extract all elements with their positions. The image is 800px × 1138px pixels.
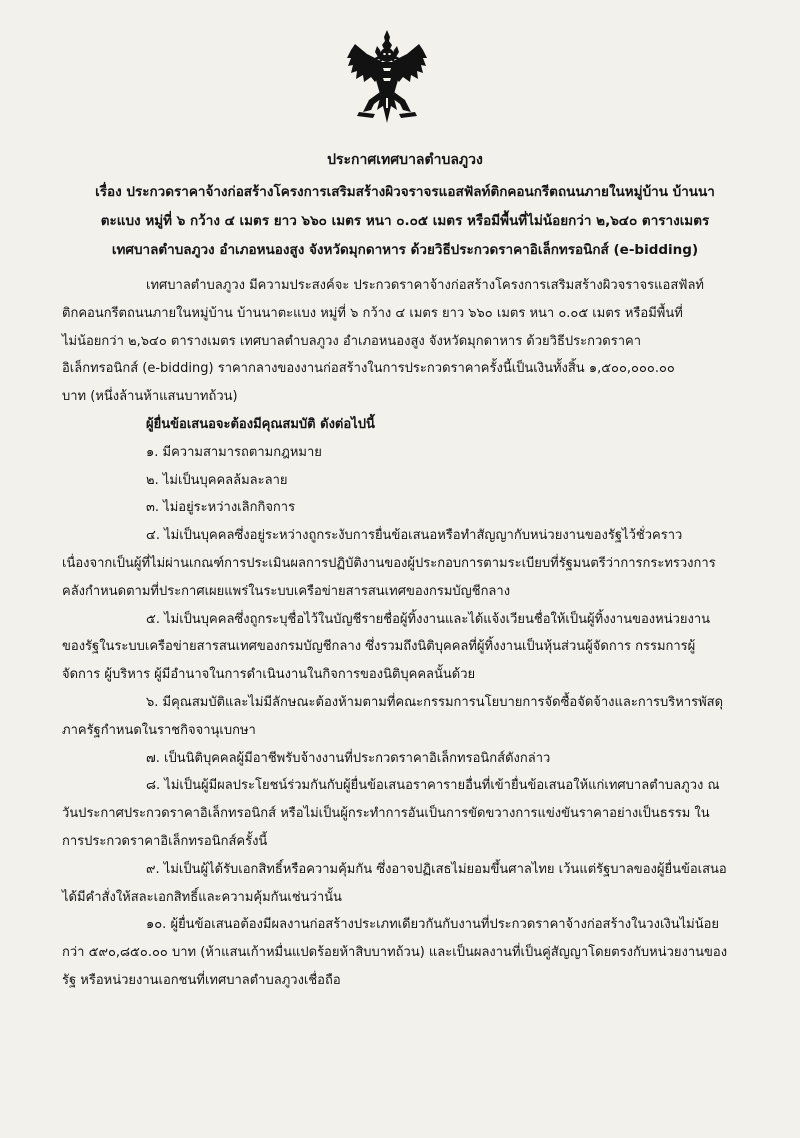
- announcement-title: ประกาศเทศบาลตำบลภูวง: [327, 152, 483, 168]
- subject-line: ตะแบง หมู่ที่ ๖ กว้าง ๔ เมตร ยาว ๖๖๐ เมตร หนา ๐.๐๕ เมตร หรือมีพื้นที่ไม่น้อยกว่า ๒,๖๔๐ ตารางเมตร: [100, 213, 710, 229]
- qualification-item: ๗. เป็นนิติบุคคลผู้มีอาชีพรับจ้างงานที่ประกวดราคาอิเล็กทรอนิกส์ดังกล่าว: [146, 750, 551, 766]
- intro-line: อิเล็กทรอนิกส์ (e-bidding) ราคากลางของงานก่อสร้างในการประกวดราคาครั้งนี้เป็นเงินทั้งสิ้น ๑,๕๐๐,๐๐๐.๐๐: [62, 361, 675, 377]
- qualification-item: ๕. ไม่เป็นบุคคลซึ่งถูกระบุชื่อไว้ในบัญชีรายชื่อผู้ทิ้งงานและได้แจ้งเวียนชื่อให้เป็นผู้ทิ้งงานของหน่วยงานของรัฐในระบบเครือข่ายสารสนเทศของกรมบัญชีกลาง ซึ่งรวมถึงนิติบุคคลที่ผู้ทิ้งงานเป็นหุ้นส่วนผู้จัดการ กรรมการผู้จัดการ ผู้บริหาร ผู้มีอำนาจในการดำเนินงานในกิจการของนิติบุคคลนั้นด้วย: [62, 611, 711, 683]
- announcement-header: [60, 150, 750, 265]
- qualification-item: ๑๐. ผู้ยื่นข้อเสนอต้องมีผลงานก่อสร้างประเภทเดียวกันกับงานที่ประกวดราคาจ้างก่อสร้างในวงเงินไม่น้อยกว่า ๕๙๐,๘๕๐.๐๐ บาท (ห้าแสนเก้าหมื่นแปดร้อยห้าสิบบาทถ้วน) และเป็นผลงานที่เป็นคู่สัญญาโดยตรงกับหน่วยงานของรัฐ หรือหน่วยงานเอกชนที่เทศบาลตำบลภูวงเชื่อถือ: [62, 917, 728, 988]
- qualification-item: ๘. ไม่เป็นผู้มีผลประโยชน์ร่วมกันกับผู้ยื่นข้อเสนอราคารายอื่นที่เข้ายื่นข้อเสนอให้แก่เทศบาลตำบลภูวง ณ วันประกาศประกวดราคาอิเล็กทรอนิกส์ หรือไม่เป็นผู้กระทำการอันเป็นการขัดขวางการแข่งขันราคาอย่างเป็นธรรม ในการประกวดราคาอิเล็กทรอนิกส์ครั้งนี้: [62, 778, 720, 849]
- qualifications-heading: ผู้ยื่นข้อเสนอจะต้องมีคุณสมบัติ ดังต่อไปนี้: [146, 416, 375, 432]
- subject-line: เทศบาลตำบลภูวง อำเภอหนองสูง จังหวัดมุกดาหาร ด้วยวิธีประกวดราคาอิเล็กทรอนิกส์ (e-bidding): [111, 242, 699, 258]
- qualification-item: ๑. มีความสามารถตามกฎหมาย: [146, 444, 322, 460]
- subject-line: เรื่อง ประกวดราคาจ้างก่อสร้างโครงการเสริมสร้างผิวจราจรแอสฟัลท์ติกคอนกรีตถนนภายในหมู่บ้าน บ้านนา: [95, 184, 715, 200]
- qualification-item: ๖. มีคุณสมบัติและไม่มีลักษณะต้องห้ามตามที่คณะกรรมการนโยบายการจัดซื้อจัดจ้างและการบริหารพัสดุภาครัฐกำหนดในราชกิจจานุเบกษา: [62, 694, 724, 738]
- intro-line: ไม่น้อยกว่า ๒,๖๔๐ ตารางเมตร เทศบาลตำบลภูวง อำเภอหนองสูง จังหวัดมุกดาหาร ด้วยวิธีประกวดราคา: [62, 333, 642, 349]
- qualification-item: ๓. ไม่อยู่ระหว่างเลิกกิจการ: [146, 500, 296, 516]
- qualification-item: ๔. ไม่เป็นบุคคลซึ่งอยู่ระหว่างถูกระงับการยื่นข้อเสนอหรือทำสัญญากับหน่วยงานของรัฐไว้ชั่วคราว เนื่องจากเป็นผู้ที่ไม่ผ่านเกณฑ์การประเมินผลการปฏิบัติงานของผู้ประกอบการตามระเบียบที่รัฐมนตรีว่าการกระทรวงการคลังกำหนดตามที่ประกาศเผยแพร่ในระบบเครือข่ายสารสนเทศของกรมบัญชีกลาง: [62, 528, 716, 599]
- qualification-item: ๙. ไม่เป็นผู้ได้รับเอกสิทธิ์หรือความคุ้มกัน ซึ่งอาจปฏิเสธไม่ยอมขึ้นศาลไทย เว้นแต่รัฐบาลของผู้ยื่นข้อเสนอได้มีคำสั่งให้สละเอกสิทธิ์และความคุ้มกันเช่นว่านั้น: [62, 861, 727, 905]
- qualification-item: ๒. ไม่เป็นบุคคลล้มละลาย: [146, 472, 288, 488]
- intro-line: ติกคอนกรีตถนนภายในหมู่บ้าน บ้านนาตะแบง หมู่ที่ ๖ กว้าง ๔ เมตร ยาว ๖๖๐ เมตร หนา ๐.๐๕ เมตร หรือมีพื้นที่: [62, 305, 683, 321]
- announcement-body: [62, 272, 730, 995]
- intro-line: เทศบาลตำบลภูวง มีความประสงค์จะ ประกวดราคาจ้างก่อสร้างโครงการเสริมสร้างผิวจราจรแอสฟัลท์: [146, 278, 705, 293]
- intro-line: บาท (หนึ่งล้านห้าแสนบาทถ้วน): [62, 389, 238, 405]
- garuda-emblem-icon: [345, 28, 429, 126]
